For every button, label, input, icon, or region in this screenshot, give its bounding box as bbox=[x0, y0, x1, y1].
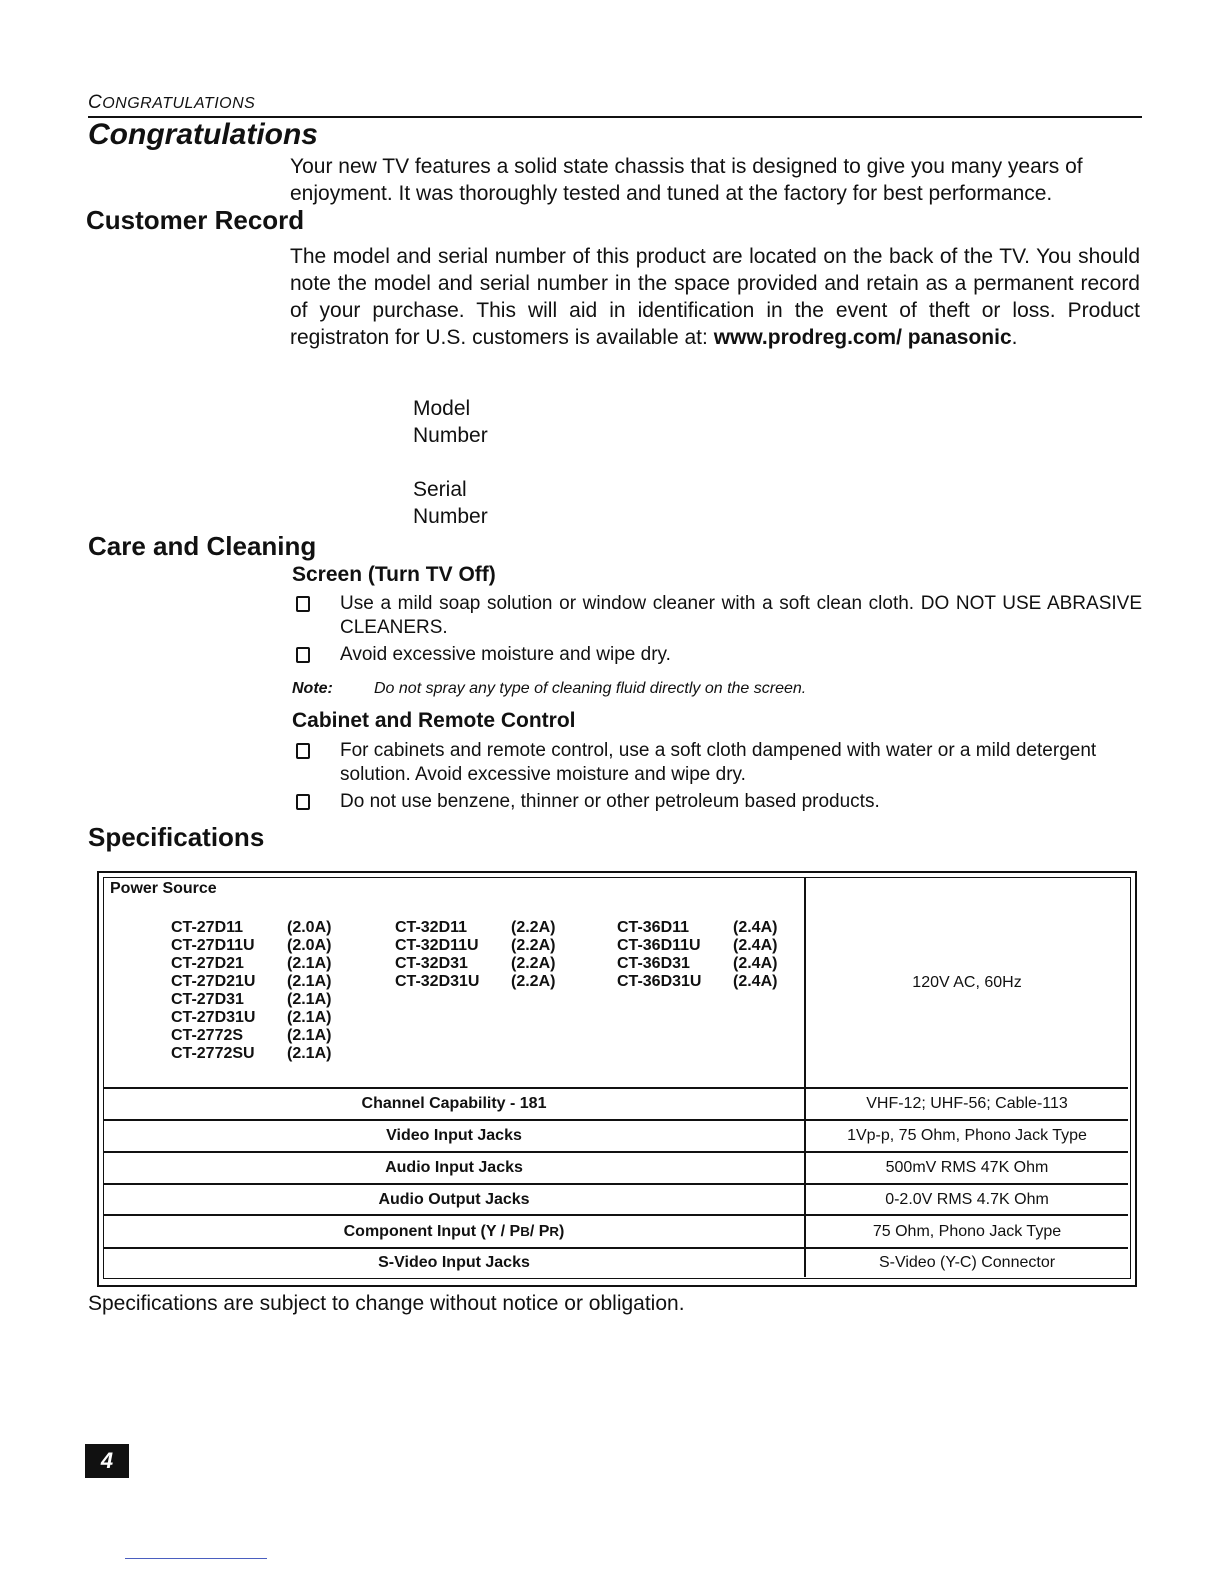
list-item: CT-27D31 (2.1A) bbox=[171, 991, 332, 1008]
list-item: Do not use benzene, thinner or other petroleum based products. bbox=[292, 790, 1142, 814]
screen-bullets bbox=[292, 592, 1142, 667]
customer-record-text: The model and serial number of this product are located on the back of the TV. You should note the model and serial number in the space provided and retain as a permanent record of your purchase. This will aid in identification in the event of theft or loss. Product registraton for U.S. customers is available at: www.prodreg.com/ panasonic. bbox=[290, 245, 1140, 349]
page-title: Congratulations bbox=[88, 118, 318, 151]
spec-footnote: Specifications are subject to change without notice or obligation. bbox=[88, 1292, 685, 1315]
running-head: CONGRATULATIONS bbox=[88, 92, 1142, 118]
table-row-value: 0-2.0V RMS 4.7K Ohm bbox=[806, 1185, 1128, 1216]
list-item: Use a mild soap solution or window cleaner with a soft clean cloth. DO NOT USE ABRASIVE CLEANERS. bbox=[292, 592, 1142, 640]
model-number-label: Model Number bbox=[413, 397, 488, 447]
table-row-value: S-Video (Y-C) Connector bbox=[878, 1254, 1056, 1271]
intro-text: Your new TV features a solid state chassis that is designed to give you many years of enjoyment. It was thoroughly tested and tuned at the factory for best performance. bbox=[290, 155, 1083, 205]
registration-url[interactable]: www.prodreg.com/ panasonic bbox=[713, 326, 1012, 349]
screen-subheading: Screen (Turn TV Off) bbox=[292, 563, 496, 586]
bullet-box-icon bbox=[296, 743, 310, 759]
bullet-box-icon bbox=[296, 647, 310, 663]
table-row-label: Channel Capability - 181 bbox=[104, 1089, 806, 1121]
customer-record-heading: Customer Record bbox=[86, 205, 305, 235]
cabinet-subheading: Cabinet and Remote Control bbox=[292, 709, 576, 732]
table-row-value: 1Vp-p, 75 Ohm, Phono Jack Type bbox=[806, 1121, 1128, 1153]
serial-number-label: Serial Number bbox=[413, 478, 488, 528]
bullet-box-icon bbox=[296, 794, 310, 810]
list-item: CT-2772S (2.1A) bbox=[171, 1027, 332, 1044]
models-col-2 bbox=[395, 919, 555, 991]
list-item: CT-32D11 (2.2A) bbox=[395, 919, 556, 936]
list-item: CT-27D11U (2.0A) bbox=[171, 937, 332, 954]
cabinet-bullets bbox=[292, 739, 1142, 814]
specifications-heading: Specifications bbox=[88, 822, 265, 852]
list-item: CT-32D31U (2.2A) bbox=[395, 973, 556, 990]
list-item: CT-36D11 (2.4A) bbox=[617, 919, 778, 936]
bullet-box-icon bbox=[296, 596, 310, 612]
table-row-value: 500mV RMS 47K Ohm bbox=[806, 1153, 1128, 1185]
table-row-label: Video Input Jacks bbox=[104, 1121, 806, 1153]
table-row-label: Component Input (Y / P B / P R ) bbox=[104, 1216, 806, 1249]
list-item: CT-32D31 (2.2A) bbox=[395, 955, 556, 972]
table-row-value: VHF-12; UHF-56; Cable-113 bbox=[806, 1089, 1128, 1121]
list-item: CT-36D11U (2.4A) bbox=[617, 937, 778, 954]
list-item: For cabinets and remote control, use a soft cloth dampened with water or a mild detergent solution. Avoid excessive moisture and wipe dry. bbox=[292, 739, 1142, 787]
models-col-3 bbox=[617, 919, 777, 991]
list-item: CT-36D31U (2.4A) bbox=[617, 973, 778, 990]
footer-divider bbox=[125, 1558, 267, 1559]
models-col-1 bbox=[171, 919, 331, 1063]
power-source-label: Power Source bbox=[110, 880, 217, 897]
care-heading: Care and Cleaning bbox=[88, 531, 317, 561]
list-item: CT-27D21U (2.1A) bbox=[171, 973, 332, 990]
list-item: CT-2772SU (2.1A) bbox=[171, 1045, 332, 1062]
table-row-label: Audio Output Jacks bbox=[104, 1185, 806, 1216]
power-source-value: 120V AC, 60Hz bbox=[806, 878, 1128, 1089]
list-item: CT-27D11 (2.0A) bbox=[171, 919, 332, 936]
list-item: CT-27D21 (2.1A) bbox=[171, 955, 332, 972]
table-row-value: 75 Ohm, Phono Jack Type bbox=[806, 1216, 1128, 1249]
note: Note: Do not spray any type of cleaning fluid directly on the screen. bbox=[292, 680, 807, 697]
page-number: 4 bbox=[85, 1444, 129, 1478]
table-row-label: Audio Input Jacks bbox=[104, 1153, 806, 1185]
list-item: CT-32D11U (2.2A) bbox=[395, 937, 556, 954]
list-item: CT-36D31 (2.4A) bbox=[617, 955, 778, 972]
list-item: Avoid excessive moisture and wipe dry. bbox=[292, 643, 1142, 667]
list-item: CT-27D31U (2.1A) bbox=[171, 1009, 332, 1026]
table-row-label: S-Video Input Jacks bbox=[104, 1249, 806, 1277]
